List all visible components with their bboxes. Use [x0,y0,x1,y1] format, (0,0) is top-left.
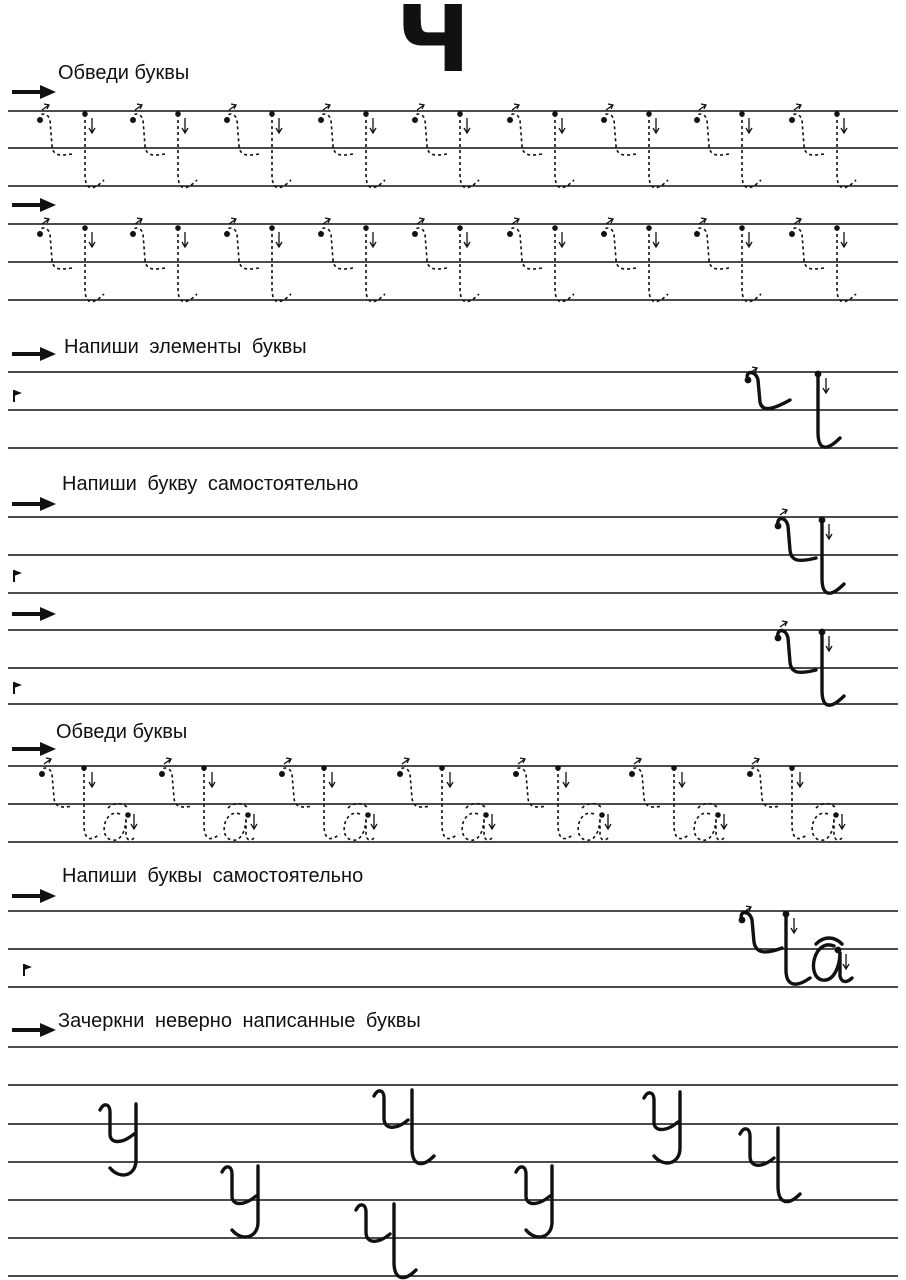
arrow-right-icon [12,607,56,621]
arrow-right-icon [12,198,56,212]
arrow-right-icon [12,742,56,756]
trace-row-2 [8,198,898,302]
write-letter-row-1 [8,497,898,593]
arrow-right-icon [12,347,56,361]
heading-write-syllables: Напиши буквы самостоятельно [62,865,364,887]
arrow-right-icon [12,889,56,903]
heading-cross-out: Зачеркни неверно написанные буквы [58,1010,421,1032]
arrow-right-icon [12,497,56,511]
write-letter-row-2 [8,607,898,705]
heading-write-elements: Напиши элементы буквы [64,336,307,358]
flag-icon [14,570,22,582]
trace-syllables-row [8,742,898,842]
elements-row [8,347,898,448]
flag-icon [14,390,22,402]
trace-row-1 [8,85,898,188]
flag-icon [24,964,32,976]
heading-trace-letters: Обведи буквы [58,62,190,84]
cross-out-area [8,1023,898,1278]
flag-icon [14,682,22,694]
arrow-right-icon [12,1023,56,1037]
write-syllables-row [8,889,898,987]
arrow-right-icon [12,85,56,99]
heading-write-letter: Напиши букву самостоятельно [62,473,359,495]
heading-trace-syllables: Обведи буквы [56,721,188,743]
title-letter: Ч [396,0,471,93]
